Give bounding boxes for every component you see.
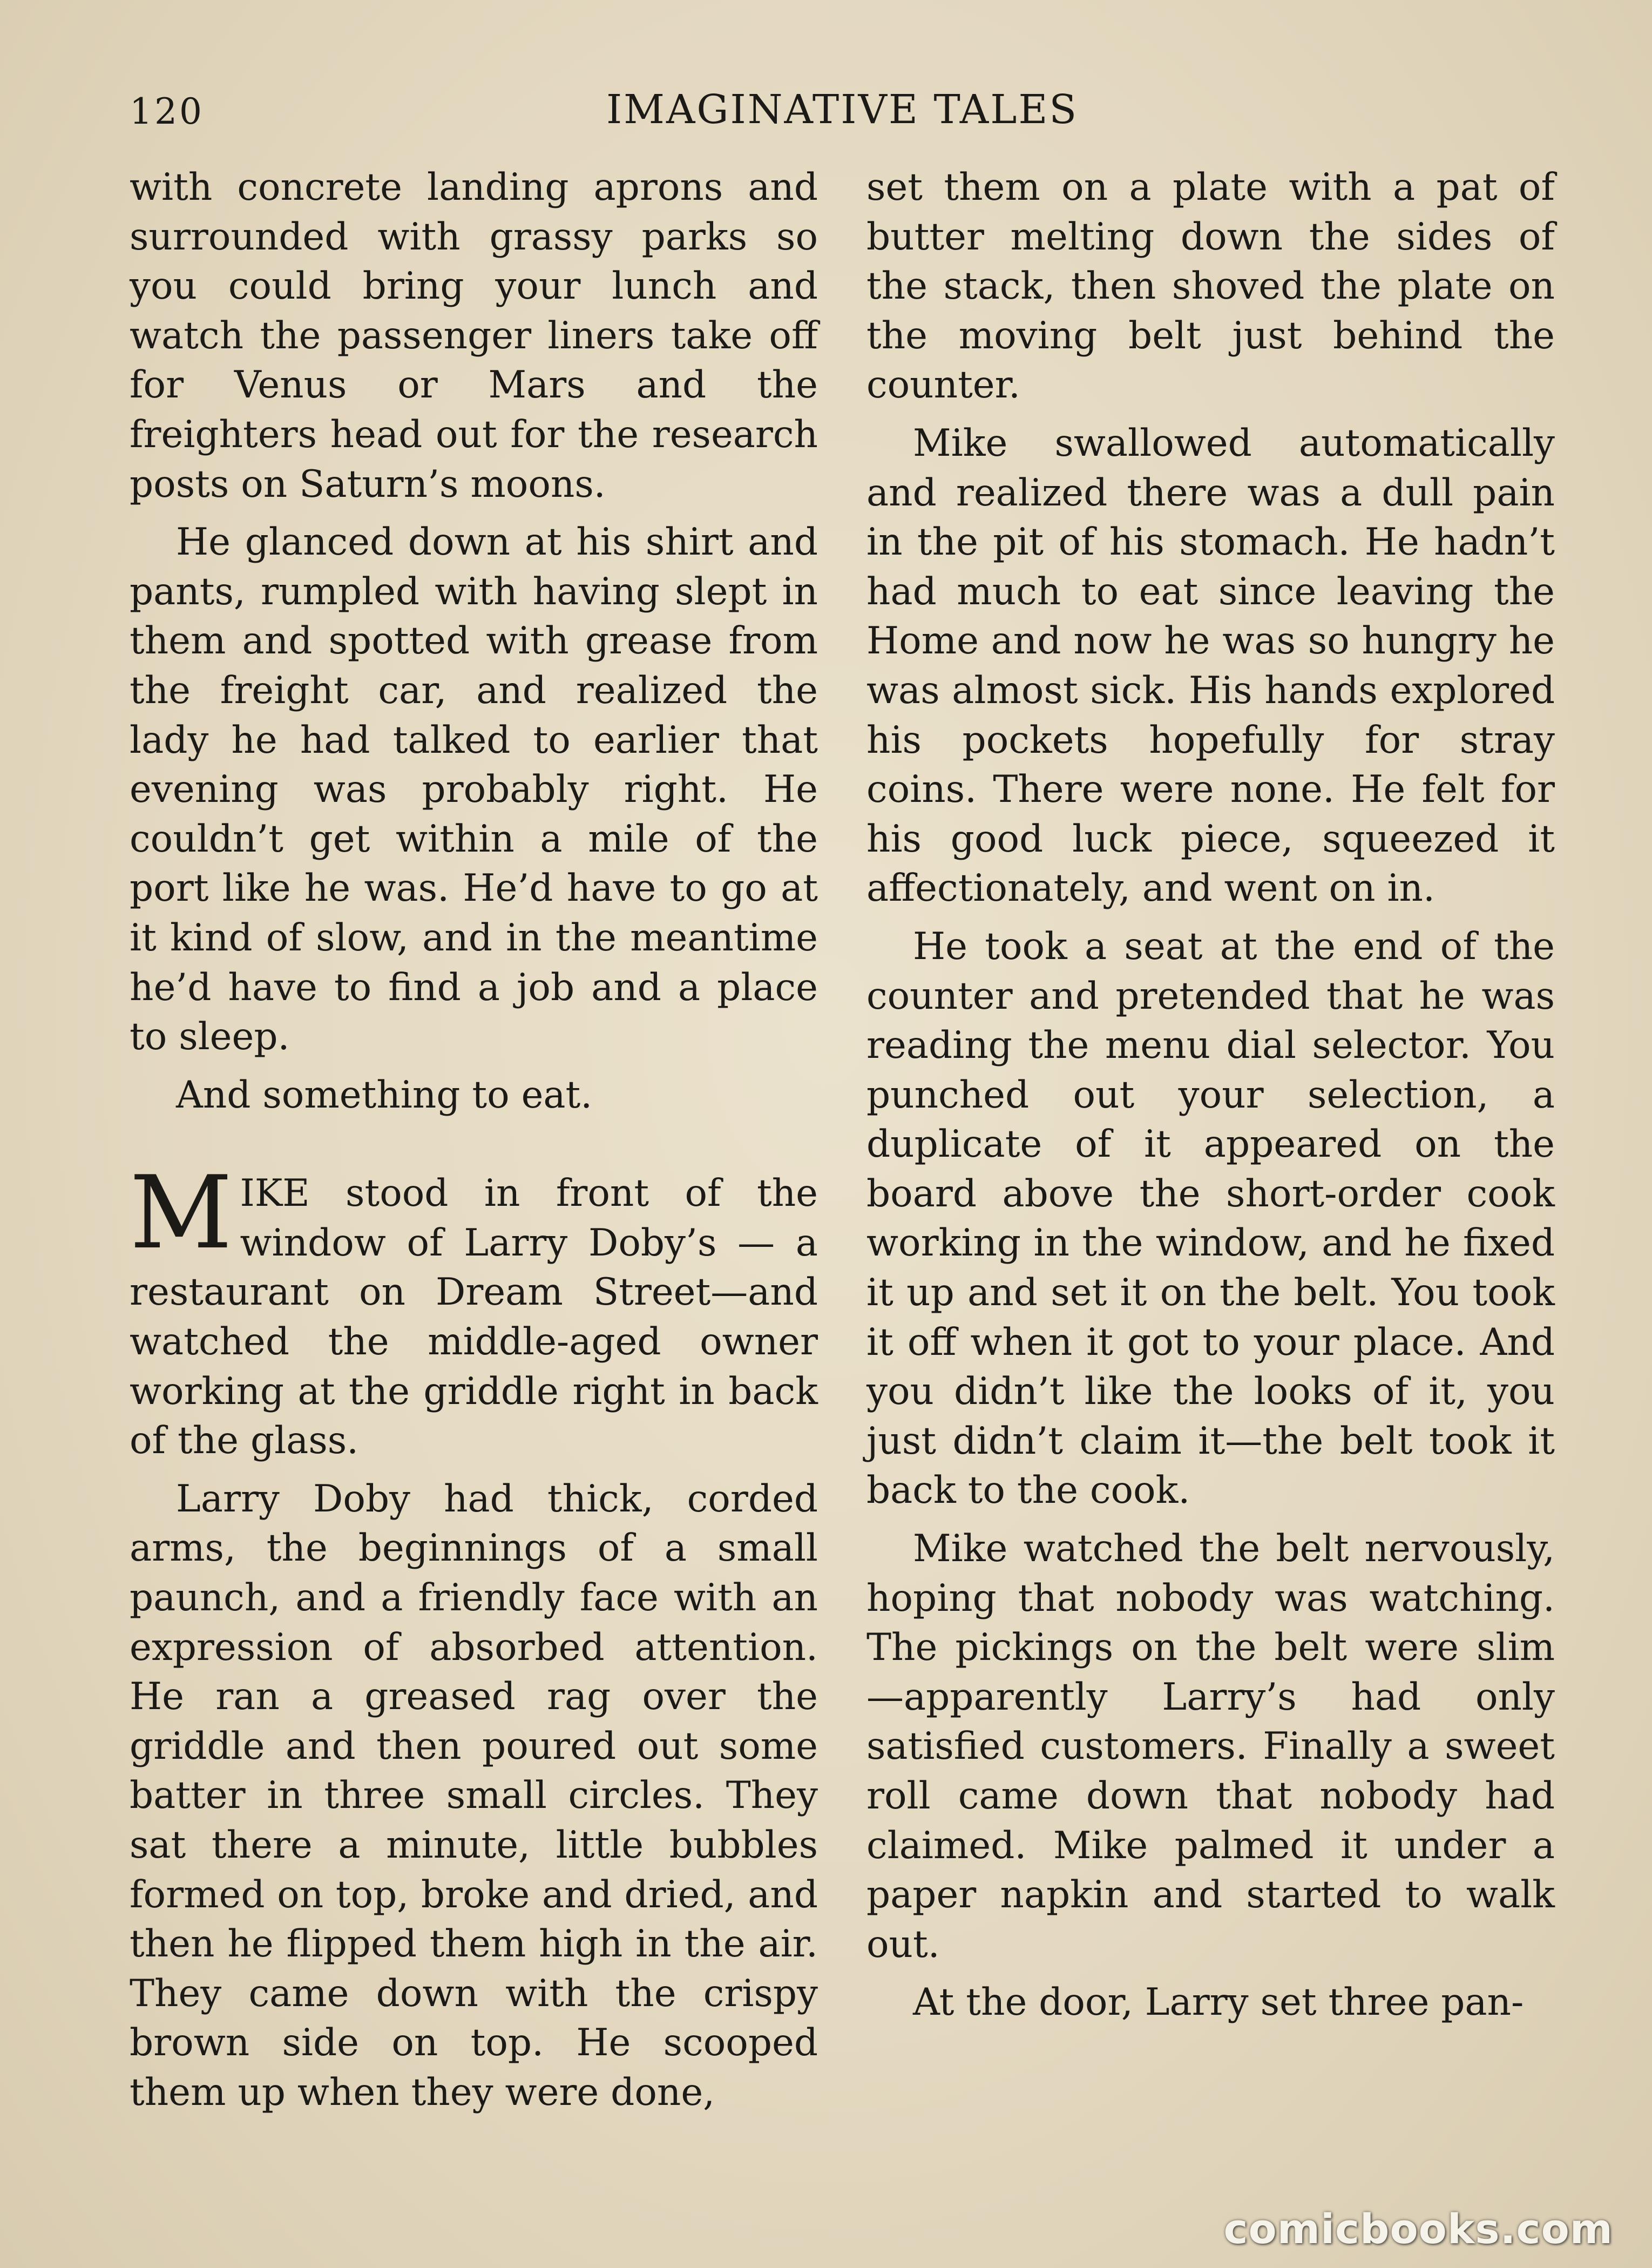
paragraph: At the door, Larry set three pan-	[913, 1981, 1524, 2024]
paragraph: with concrete landing aprons and surrounded with grassy parks so you could bring your lunch and watch the passenger liners take off for Venus or Mars and the freighters head out for the research posts on Saturn’s moons.	[130, 166, 818, 506]
paragraph: Larry Doby had thick, corded arms, the beginnings of a small paunch, and a friendly face with an expression of absorbed attention. He ran a greased rag over the griddle and then poured out some batter in three small circles. They sat there a minute, little bubbles formed on top, broke and dried, and then he flipped them high in the air. They came down with the crispy brown side on top. He scooped them up when they were done,	[130, 1477, 818, 2114]
paragraph-text: IKE stood in front of the window of Larry Doby’s — a restaurant on Dream Street—and watched the middle-aged owner working at the griddle right in back of the glass.	[130, 1172, 818, 1463]
running-title: IMAGINATIVE TALES	[606, 86, 1079, 133]
paragraph: He glanced down at his shirt and pants, rumpled with having slept in them and spotted with grease from the freight car, and realized the lady he had talked to earlier that evening was probably right. He couldn’t get within a mile of the port like he was. He’d have to go at it kind of slow, and in the meantime he’d have to find a job and a place to sleep.	[130, 521, 818, 1059]
drop-cap: M	[130, 1154, 233, 1272]
paragraph: He took a seat at the end of the counter and pretended that he was reading the menu dial selector. You punched out your selection, a duplicate of it appeared on the board above the short-order cook working in the window, and he fixed it up and set it on the belt. You took it off when it got to your place. And you didn’t like the looks of it, you just didn’t claim it—the belt took it back to the cook.	[866, 924, 1555, 1513]
paragraph: And something to eat.	[176, 1073, 593, 1117]
left-column	[130, 163, 818, 2127]
paragraph: Mike watched the belt nervously, hoping that nobody was watching. The pickings on the belt were slim —apparently Larry’s had only satisfied customers. Finally a sweet roll came down that nobody had claimed. Mike palmed it under a paper napkin and started to walk out.	[866, 1527, 1555, 1966]
page-header	[130, 86, 1555, 135]
page-number: 120	[130, 91, 204, 132]
section-break	[130, 1129, 818, 1169]
paragraph-with-dropcap	[130, 1154, 818, 1466]
paragraph: Mike swallowed automatically and realized there was a dull pain in the pit of his stomach. He hadn’t had much to eat since leaving the Home and now he was so hungry he was almost sick. His hands explored his pockets hopefully for stray coins. There were none. He felt for his good luck piece, squeezed it affectionately, and went on in.	[866, 421, 1555, 910]
watermark: comicbooks.com	[1223, 2205, 1613, 2253]
right-column	[866, 163, 1555, 2036]
paragraph: set them on a plate with a pat of butter melting down the sides of the stack, then shoved the plate on the moving belt just behind the counter.	[866, 166, 1555, 407]
